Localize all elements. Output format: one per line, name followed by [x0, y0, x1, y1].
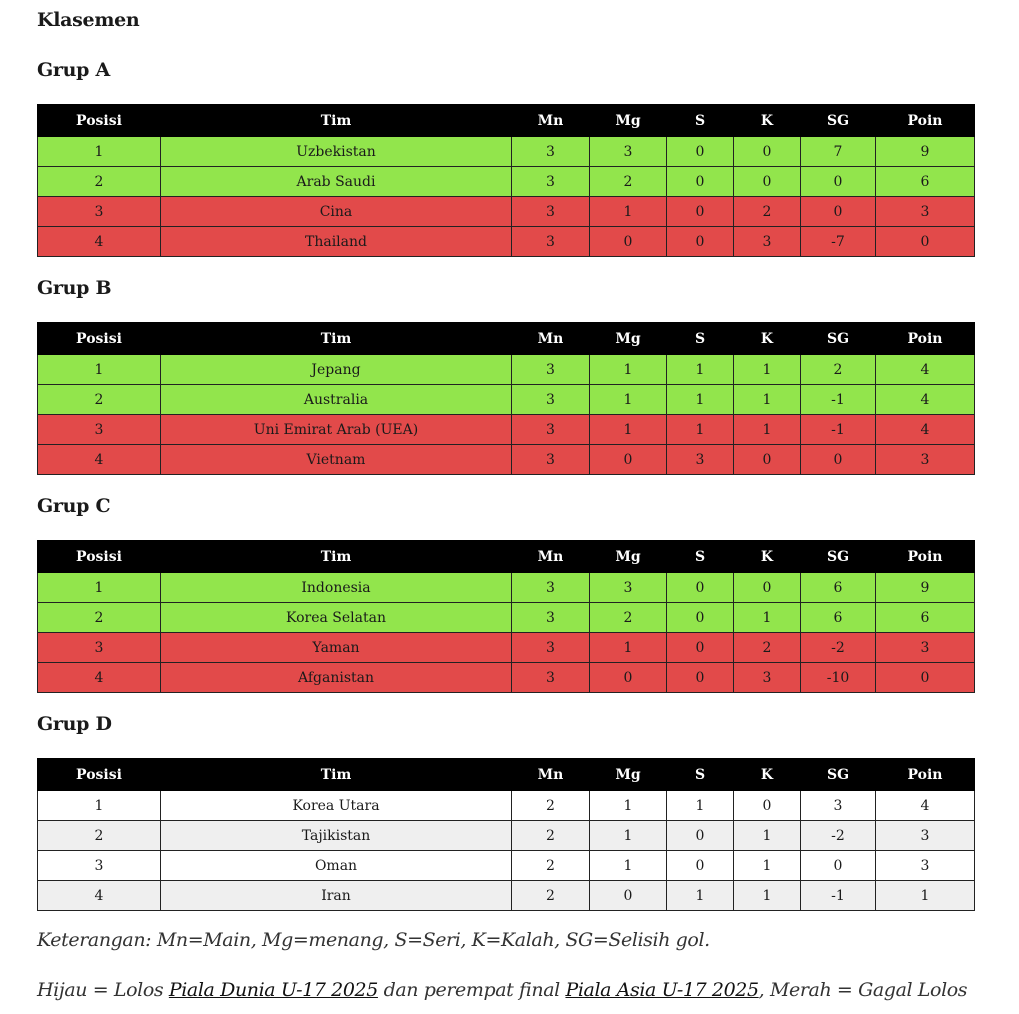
table-row — [38, 167, 975, 197]
header-col-sg: SG — [801, 323, 876, 355]
cell-k: 1 — [734, 355, 801, 385]
table-row — [38, 603, 975, 633]
cell-mg: 1 — [590, 821, 667, 851]
group-title-b: Grup B — [37, 277, 112, 299]
cell-mn: 2 — [512, 851, 590, 881]
cell-mg: 1 — [590, 197, 667, 227]
cell-tim: Tajikistan — [161, 821, 512, 851]
header-col-poin: Poin — [876, 105, 975, 137]
cell-tim: Jepang — [161, 355, 512, 385]
cell-poin: 4 — [876, 355, 975, 385]
cell-sg: 0 — [801, 197, 876, 227]
cell-sg: 3 — [801, 791, 876, 821]
header-col-k: K — [734, 323, 801, 355]
cell-sg: -2 — [801, 633, 876, 663]
header-row — [38, 105, 975, 137]
header-col-poin: Poin — [876, 759, 975, 791]
cell-k: 2 — [734, 197, 801, 227]
cell-sg: 6 — [801, 573, 876, 603]
table-row — [38, 227, 975, 257]
cell-sg: -10 — [801, 663, 876, 693]
header-col-tim: Tim — [161, 105, 512, 137]
cell-mn: 3 — [512, 573, 590, 603]
cell-sg: 2 — [801, 355, 876, 385]
cell-sg: -1 — [801, 385, 876, 415]
header-col-s: S — [667, 759, 734, 791]
table-row — [38, 573, 975, 603]
table-row — [38, 355, 975, 385]
cell-tim: Iran — [161, 881, 512, 911]
header-col-posisi: Posisi — [38, 541, 161, 573]
cell-poin: 9 — [876, 573, 975, 603]
header-col-tim: Tim — [161, 759, 512, 791]
cell-s: 1 — [667, 881, 734, 911]
cell-mg: 0 — [590, 227, 667, 257]
header-row — [38, 323, 975, 355]
cell-k: 0 — [734, 137, 801, 167]
header-col-posisi: Posisi — [38, 759, 161, 791]
cell-mg: 1 — [590, 355, 667, 385]
cell-posisi: 3 — [38, 851, 161, 881]
header-col-poin: Poin — [876, 541, 975, 573]
table-row — [38, 851, 975, 881]
cell-k: 3 — [734, 663, 801, 693]
cell-sg: 0 — [801, 445, 876, 475]
cell-tim: Australia — [161, 385, 512, 415]
cell-posisi: 1 — [38, 355, 161, 385]
cell-mg: 1 — [590, 415, 667, 445]
cell-poin: 3 — [876, 197, 975, 227]
cell-mg: 3 — [590, 137, 667, 167]
group-title-a: Grup A — [37, 59, 110, 81]
cell-posisi: 4 — [38, 663, 161, 693]
cell-mn: 3 — [512, 415, 590, 445]
cell-mg: 2 — [590, 603, 667, 633]
table-row — [38, 821, 975, 851]
cell-tim: Thailand — [161, 227, 512, 257]
legend-note: Keterangan: Mn=Main, Mg=menang, S=Seri, K=Kalah, SG=Selisih gol. — [37, 929, 710, 951]
header-col-s: S — [667, 541, 734, 573]
link-piala-dunia-u17[interactable]: Piala Dunia U-17 2025 — [168, 979, 378, 1001]
cell-posisi: 4 — [38, 881, 161, 911]
cell-s: 0 — [667, 633, 734, 663]
cell-sg: -7 — [801, 227, 876, 257]
header-col-s: S — [667, 105, 734, 137]
cell-sg: -1 — [801, 881, 876, 911]
header-col-s: S — [667, 323, 734, 355]
cell-poin: 6 — [876, 167, 975, 197]
cell-mn: 2 — [512, 881, 590, 911]
cell-mn: 3 — [512, 137, 590, 167]
page-title: Klasemen — [37, 9, 140, 31]
header-col-posisi: Posisi — [38, 105, 161, 137]
cell-posisi: 4 — [38, 227, 161, 257]
cell-posisi: 2 — [38, 821, 161, 851]
color-note-suffix: , Merah = Gagal Lolos — [758, 979, 968, 1001]
cell-k: 0 — [734, 445, 801, 475]
cell-poin: 3 — [876, 851, 975, 881]
color-note-middle: dan perempat final — [377, 979, 566, 1001]
cell-tim: Indonesia — [161, 573, 512, 603]
header-col-poin: Poin — [876, 323, 975, 355]
cell-tim: Uzbekistan — [161, 137, 512, 167]
standings-table-a — [37, 104, 975, 257]
cell-poin: 0 — [876, 227, 975, 257]
cell-mg: 1 — [590, 385, 667, 415]
table-row — [38, 385, 975, 415]
header-col-tim: Tim — [161, 541, 512, 573]
cell-mn: 3 — [512, 227, 590, 257]
cell-mg: 1 — [590, 633, 667, 663]
cell-posisi: 2 — [38, 167, 161, 197]
header-col-mg: Mg — [590, 541, 667, 573]
table-row — [38, 137, 975, 167]
cell-tim: Arab Saudi — [161, 167, 512, 197]
cell-posisi: 2 — [38, 603, 161, 633]
cell-s: 0 — [667, 603, 734, 633]
cell-s: 0 — [667, 137, 734, 167]
cell-mg: 0 — [590, 663, 667, 693]
cell-s: 0 — [667, 851, 734, 881]
cell-mg: 3 — [590, 573, 667, 603]
header-col-mg: Mg — [590, 759, 667, 791]
cell-sg: -1 — [801, 415, 876, 445]
cell-s: 3 — [667, 445, 734, 475]
cell-s: 0 — [667, 167, 734, 197]
header-col-mg: Mg — [590, 323, 667, 355]
header-col-k: K — [734, 541, 801, 573]
cell-poin: 4 — [876, 791, 975, 821]
cell-mn: 3 — [512, 385, 590, 415]
header-col-tim: Tim — [161, 323, 512, 355]
cell-s: 1 — [667, 355, 734, 385]
cell-k: 0 — [734, 791, 801, 821]
cell-s: 0 — [667, 573, 734, 603]
table-row — [38, 445, 975, 475]
cell-mg: 2 — [590, 167, 667, 197]
cell-k: 1 — [734, 603, 801, 633]
cell-posisi: 1 — [38, 573, 161, 603]
standings-table-b — [37, 322, 975, 475]
color-note — [37, 979, 967, 1001]
group-title-d: Grup D — [37, 713, 112, 735]
cell-posisi: 1 — [38, 137, 161, 167]
cell-k: 0 — [734, 167, 801, 197]
cell-tim: Uni Emirat Arab (UEA) — [161, 415, 512, 445]
cell-mn: 3 — [512, 197, 590, 227]
cell-poin: 0 — [876, 663, 975, 693]
header-col-sg: SG — [801, 759, 876, 791]
table-row — [38, 791, 975, 821]
cell-k: 1 — [734, 385, 801, 415]
cell-mn: 3 — [512, 633, 590, 663]
cell-s: 0 — [667, 197, 734, 227]
cell-posisi: 2 — [38, 385, 161, 415]
group-title-c: Grup C — [37, 495, 111, 517]
header-col-posisi: Posisi — [38, 323, 161, 355]
cell-k: 3 — [734, 227, 801, 257]
header-row — [38, 759, 975, 791]
cell-k: 1 — [734, 821, 801, 851]
cell-k: 1 — [734, 415, 801, 445]
cell-k: 1 — [734, 881, 801, 911]
cell-mg: 0 — [590, 445, 667, 475]
cell-mg: 1 — [590, 851, 667, 881]
cell-s: 0 — [667, 227, 734, 257]
cell-poin: 3 — [876, 633, 975, 663]
cell-tim: Cina — [161, 197, 512, 227]
cell-tim: Vietnam — [161, 445, 512, 475]
link-piala-asia-u17[interactable]: Piala Asia U-17 2025 — [565, 979, 759, 1001]
cell-s: 1 — [667, 415, 734, 445]
header-col-mn: Mn — [512, 105, 590, 137]
cell-poin: 9 — [876, 137, 975, 167]
header-col-mn: Mn — [512, 323, 590, 355]
cell-posisi: 3 — [38, 633, 161, 663]
table-row — [38, 197, 975, 227]
cell-s: 0 — [667, 663, 734, 693]
header-col-sg: SG — [801, 105, 876, 137]
cell-mn: 3 — [512, 355, 590, 385]
cell-poin: 3 — [876, 821, 975, 851]
table-row — [38, 633, 975, 663]
cell-mn: 2 — [512, 791, 590, 821]
cell-tim: Korea Utara — [161, 791, 512, 821]
cell-poin: 4 — [876, 415, 975, 445]
cell-s: 1 — [667, 791, 734, 821]
table-row — [38, 663, 975, 693]
table-row — [38, 415, 975, 445]
standings-table-d — [37, 758, 975, 911]
cell-tim: Yaman — [161, 633, 512, 663]
color-note-prefix: Hijau = Lolos — [37, 979, 169, 1001]
cell-poin: 6 — [876, 603, 975, 633]
table-row — [38, 881, 975, 911]
cell-mg: 0 — [590, 881, 667, 911]
cell-k: 2 — [734, 633, 801, 663]
header-col-k: K — [734, 759, 801, 791]
cell-tim: Korea Selatan — [161, 603, 512, 633]
header-col-mn: Mn — [512, 541, 590, 573]
cell-k: 0 — [734, 573, 801, 603]
cell-mg: 1 — [590, 791, 667, 821]
cell-mn: 3 — [512, 603, 590, 633]
cell-s: 0 — [667, 821, 734, 851]
header-col-k: K — [734, 105, 801, 137]
cell-sg: 7 — [801, 137, 876, 167]
cell-mn: 3 — [512, 445, 590, 475]
cell-poin: 1 — [876, 881, 975, 911]
cell-posisi: 3 — [38, 415, 161, 445]
cell-poin: 3 — [876, 445, 975, 475]
header-col-mn: Mn — [512, 759, 590, 791]
cell-posisi: 1 — [38, 791, 161, 821]
cell-sg: 6 — [801, 603, 876, 633]
cell-posisi: 3 — [38, 197, 161, 227]
cell-k: 1 — [734, 851, 801, 881]
cell-mn: 3 — [512, 167, 590, 197]
cell-posisi: 4 — [38, 445, 161, 475]
cell-sg: 0 — [801, 167, 876, 197]
standings-table-c — [37, 540, 975, 693]
header-col-mg: Mg — [590, 105, 667, 137]
header-col-sg: SG — [801, 541, 876, 573]
cell-sg: -2 — [801, 821, 876, 851]
cell-poin: 4 — [876, 385, 975, 415]
cell-s: 1 — [667, 385, 734, 415]
cell-mn: 2 — [512, 821, 590, 851]
cell-tim: Oman — [161, 851, 512, 881]
cell-mn: 3 — [512, 663, 590, 693]
header-row — [38, 541, 975, 573]
cell-tim: Afganistan — [161, 663, 512, 693]
cell-sg: 0 — [801, 851, 876, 881]
